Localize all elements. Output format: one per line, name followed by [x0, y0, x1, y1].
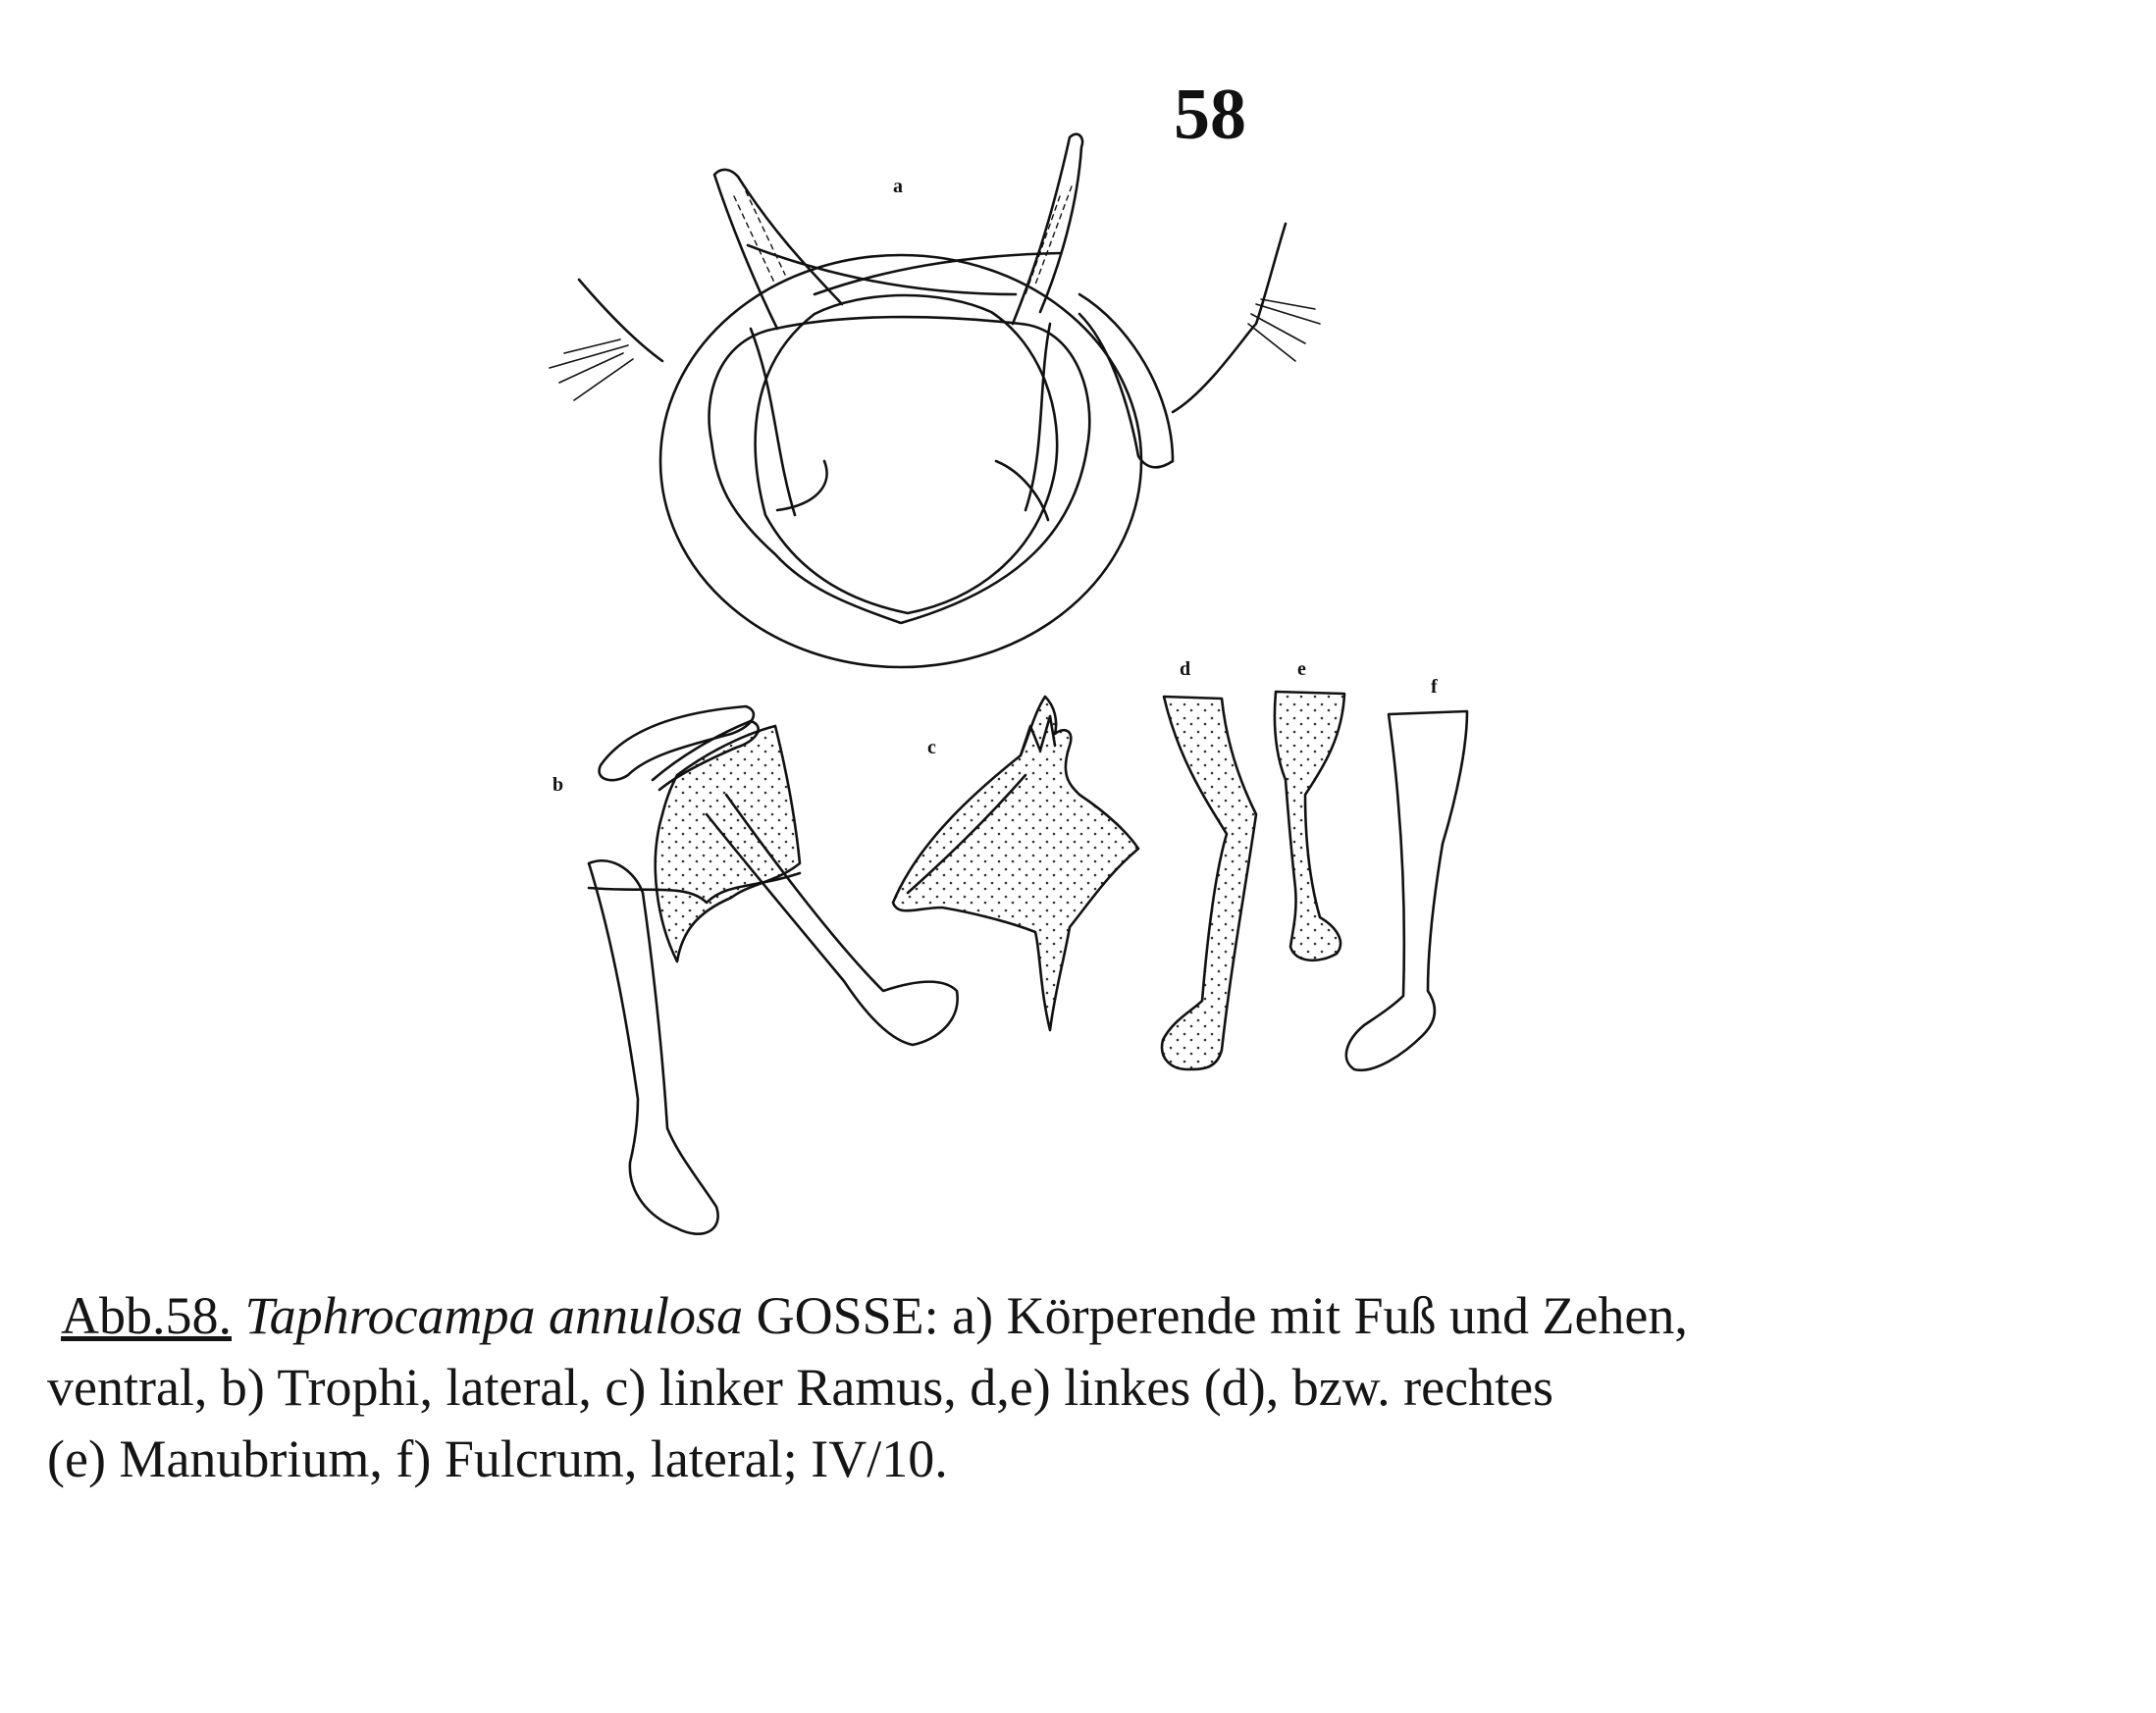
caption-line-1-rest: GOSSE: a) Körperende mit Fuß und Zehen,: [743, 1286, 1688, 1345]
body-end-ventral: [550, 134, 1320, 667]
toe-right: [1013, 134, 1082, 324]
bristle-right-tuft: [1248, 299, 1320, 361]
foot-fold-right: [996, 461, 1048, 520]
fulcrum-lateral: [1346, 711, 1467, 1070]
toe-hatch-left: [734, 191, 785, 285]
label-b: b: [552, 774, 564, 796]
label-f: f: [1431, 676, 1438, 698]
bristle-right-stalk: [1173, 224, 1286, 412]
manubrium-e-outline: [1275, 692, 1344, 960]
bristle-left-tuft: [550, 339, 633, 400]
plate-number: 58: [1174, 75, 1246, 155]
body-ring-inner: [710, 317, 1090, 623]
caption-figure-label: Abb.58.: [61, 1286, 232, 1345]
label-a: a: [893, 176, 903, 197]
figure-caption: [47, 1280, 2118, 1495]
caption-line-1: [47, 1280, 2118, 1352]
side-lobe-right: [1079, 294, 1173, 467]
foot: [756, 295, 1058, 613]
bristle-left-stalk: [579, 280, 662, 361]
fulcrum-outline: [1346, 711, 1467, 1070]
toe-left: [714, 170, 842, 329]
right-manubrium: [1275, 692, 1344, 960]
manubrium-d-outline: [1162, 697, 1256, 1069]
label-e: e: [1297, 658, 1306, 680]
label-d: d: [1180, 658, 1191, 680]
caption-species: Taphrocampa annulosa: [244, 1286, 744, 1345]
caption-line-2: ventral, b) Trophi, lateral, c) linker Ramus, d,e) linkes (d), bzw. rechtes: [47, 1358, 1554, 1417]
trophi-lateral: [589, 706, 958, 1234]
label-c: c: [927, 737, 936, 758]
left-manubrium: [1162, 697, 1256, 1069]
caption-line-3: (e) Manubrium, f) Fulcrum, lateral; IV/10.: [47, 1429, 948, 1488]
toe-cross-a: [748, 245, 1016, 294]
